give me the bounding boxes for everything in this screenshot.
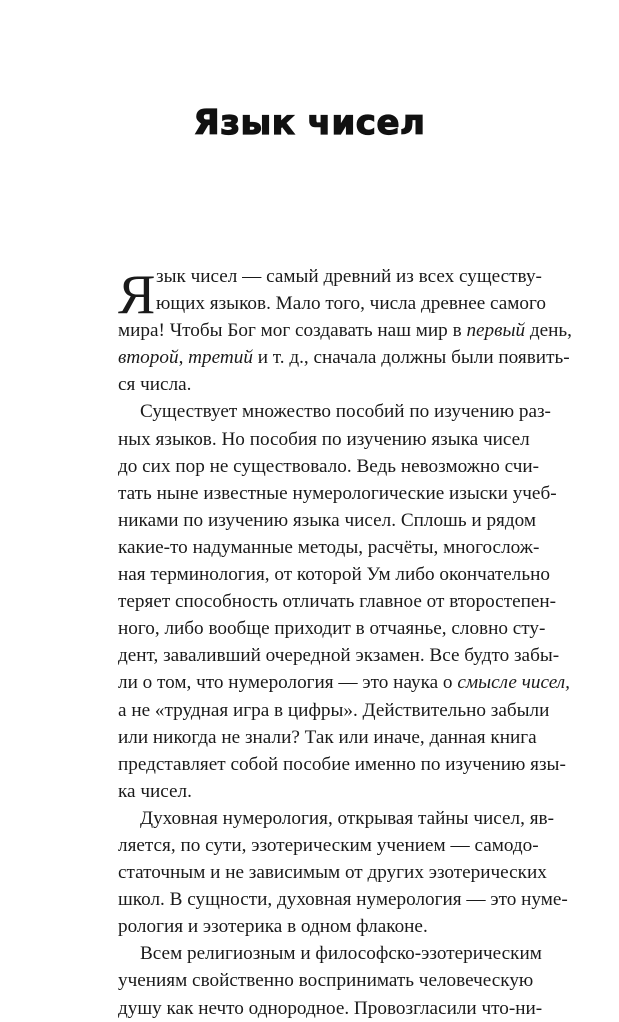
italic-text: второй bbox=[118, 347, 179, 369]
text-run: ка чисел. bbox=[118, 780, 192, 802]
text-run: до сих пор не существовало. Ведь невозможно счи- bbox=[118, 455, 540, 477]
text-run: день, bbox=[525, 320, 572, 342]
text-line bbox=[118, 642, 560, 669]
text-run: школ. В сущности, духовная нумерология — это нуме- bbox=[118, 889, 568, 911]
text-run: ляется, по сути, эзотерическим учением — самодо- bbox=[118, 834, 539, 856]
text-line bbox=[118, 344, 570, 371]
text-run: мира! Чтобы Бог мог создавать наш мир в bbox=[118, 320, 467, 342]
text-line bbox=[118, 398, 551, 425]
text-line bbox=[118, 534, 540, 561]
text-run: ных языков. Но пособия по изучению языка чисел bbox=[118, 428, 530, 450]
text-line bbox=[118, 751, 566, 778]
text-line bbox=[118, 669, 570, 696]
text-run: , bbox=[178, 347, 189, 369]
text-run: учениям свойственно воспринимать человеческую bbox=[118, 970, 534, 992]
text-run: а не «трудная игра в цифры». Действительно забыли bbox=[118, 699, 550, 721]
text-run: Духовная нумерология, открывая тайны чисел, яв- bbox=[140, 807, 555, 829]
text-run: теряет способность отличать главное от второстепен- bbox=[118, 591, 557, 613]
text-run: и т. д., сначала должны были появить- bbox=[252, 347, 570, 369]
text-line bbox=[118, 859, 547, 886]
text-line bbox=[118, 290, 547, 317]
text-line bbox=[118, 426, 530, 453]
text-line bbox=[118, 967, 534, 994]
text-line bbox=[118, 913, 506, 940]
text-run: ного, либо вообще приходит в отчаянье, словно сту- bbox=[118, 618, 546, 640]
text-run: ли о том, что нумерология — это наука о bbox=[118, 672, 458, 694]
text-run: представляет собой пособие именно по изучению язы- bbox=[118, 753, 566, 775]
text-run: ся числа. bbox=[118, 374, 192, 396]
drop-cap: Я bbox=[118, 264, 156, 326]
text-run: какие-то надуманные методы, расчёты, многослож- bbox=[118, 536, 540, 558]
text-line bbox=[118, 778, 506, 805]
text-run: зык чисел — самый древний из всех существу- bbox=[156, 266, 542, 287]
text-line bbox=[118, 886, 568, 913]
text-run: или никогда не знали? Так или иначе, данная книга bbox=[118, 726, 537, 748]
text-line bbox=[118, 480, 557, 507]
chapter-body bbox=[118, 263, 572, 1022]
text-run: ная терминология, от которой Ум либо окончательно bbox=[118, 564, 550, 586]
text-run: Существует множество пособий по изучению раз- bbox=[140, 401, 551, 423]
text-line bbox=[118, 724, 537, 751]
chapter-title: Язык чисел bbox=[193, 103, 426, 143]
text-run: тать ныне известные нумерологические изыски учеб- bbox=[118, 482, 557, 504]
text-run: рология и эзотерика в одном флаконе. bbox=[118, 916, 428, 938]
text-run: статочным и не зависимым от других эзотерических bbox=[118, 862, 547, 884]
text-run: ющих языков. Мало того, числа древнее самого bbox=[156, 293, 547, 315]
text-run: дент, заваливший очередной экзамен. Все будто забы- bbox=[118, 645, 560, 667]
italic-text: третий bbox=[188, 347, 253, 369]
text-line bbox=[118, 940, 542, 967]
text-run: никами по изучению языка чисел. Сплошь и рядом bbox=[118, 509, 536, 531]
text-line bbox=[118, 832, 539, 859]
text-line bbox=[118, 371, 506, 398]
text-line bbox=[118, 507, 536, 534]
text-line bbox=[118, 317, 572, 344]
text-run: душу как нечто однородное. Провозгласили что-ни- bbox=[118, 997, 543, 1019]
italic-text: первый bbox=[466, 320, 526, 342]
text-line bbox=[118, 805, 555, 832]
text-line bbox=[118, 588, 557, 615]
text-line bbox=[118, 697, 550, 724]
text-line bbox=[118, 561, 550, 588]
text-line bbox=[118, 995, 543, 1022]
italic-text: смысле чисел, bbox=[457, 672, 570, 694]
text-run: Всем религиозным и философско-эзотерическим bbox=[140, 943, 542, 965]
text-line bbox=[118, 615, 546, 642]
text-line bbox=[118, 453, 540, 480]
